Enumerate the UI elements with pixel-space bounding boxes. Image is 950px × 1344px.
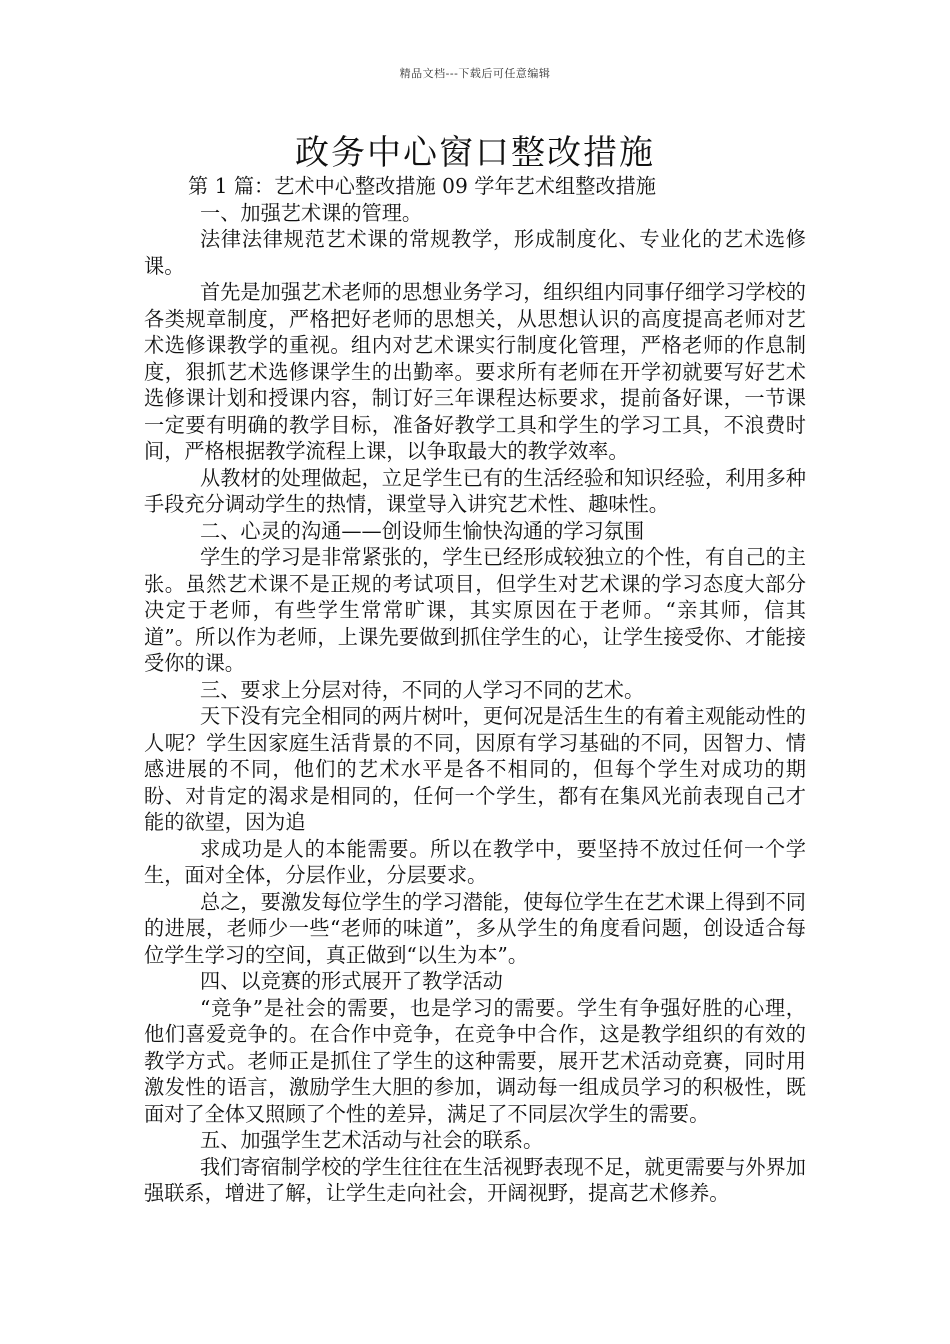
document-subtitle: 第 1 篇：艺术中心整改措施 09 学年艺术组整改措施: [188, 174, 656, 198]
document-title: 政务中心窗口整改措施: [295, 133, 655, 173]
paragraph: 首先是加强艺术老师的思想业务学习，组织组内同事仔细学习学校的各类规章制度，严格把好老师的思想关，从思想认识的高度提高老师对艺术选修课教学的重视。组内对艺术课实行制度化管理，严格老师的作息制度，狠抓艺术选修课学生的出勤率。要求所有老师在开学初就要写好艺术选修课计划和授课内容，制订好三年课程达标要求，提前备好课，一节课一定要有明确的教学目标，准备好教学工具和学生的学习工具，不浪费时间，严格根据教学流程上课，以争取最大的教学效率。: [144, 280, 806, 463]
paragraph: 我们寄宿制学校的学生往往在生活视野表现不足，就更需要与外界加强联系，增进了解，让学生走向社会，开阔视野，提高艺术修养。: [144, 1154, 806, 1205]
section-heading: 四、以竞赛的形式展开了教学活动: [200, 969, 503, 993]
header-note: 精品文档---下载后可任意编辑: [399, 67, 551, 80]
paragraph: 求成功是人的本能需要。所以在教学中，要坚持不放过任何一个学生，面对全体，分层作业，分层要求。: [144, 836, 806, 887]
paragraph: 天下没有完全相同的两片树叶，更何况是活生生的有着主观能动性的人呢？学生因家庭生活背景的不同，因原有学习基础的不同，因智力、情感进展的不同，他们的艺术水平是各不相同的，但每个学生对成功的期盼、对肯定的渴求是相同的，任何一个学生，都有在集风光前表现自己才能的欲望，因为追: [144, 704, 806, 834]
section-heading: 二、心灵的沟通——创设师生愉快沟通的学习氛围: [200, 518, 645, 543]
document-body: [144, 173, 806, 1207]
section-heading: 一、加强艺术课的管理。: [200, 200, 423, 225]
paragraph: 从教材的处理做起，立足学生已有的生活经验和知识经验，利用多种手段充分调动学生的热情，课堂导入讲究艺术性、趣味性。: [144, 465, 806, 516]
paragraph: 法律法律规范艺术课的常规教学，形成制度化、专业化的艺术选修课。: [144, 227, 806, 278]
paragraph: 学生的学习是非常紧张的，学生已经形成较独立的个性，有自己的主张。虽然艺术课不是正规的考试项目，但学生对艺术课的学习态度大部分决定于老师，有些学生常常旷课，其实原因在于老师。“亲其师，信其道”。所以作为老师，上课先要做到抓住学生的心，让学生接受你、才能接受你的课。: [144, 545, 806, 675]
section-heading: 五、加强学生艺术活动与社会的联系。: [200, 1128, 544, 1152]
section-heading: 三、要求上分层对待，不同的人学习不同的艺术。: [200, 677, 645, 702]
paragraph: “竞争”是社会的需要，也是学习的需要。学生有争强好胜的心理，他们喜爱竞争的。在合作中竞争，在竞争中合作，这是教学组织的有效的教学方式。老师正是抓住了学生的这种需要，展开艺术活动竞赛，同时用激发性的语言，激励学生大胆的参加，调动每一组成员学习的积极性，既面对了全体又照顾了个性的差异，满足了不同层次学生的需要。: [144, 995, 806, 1126]
paragraph: 总之，要激发每位学生的学习潜能，使每位学生在艺术课上得到不同的进展，老师少一些“老师的味道”，多从学生的角度看问题，创设适合每位学生学习的空间，真正做到“以生为本”。: [144, 889, 806, 967]
